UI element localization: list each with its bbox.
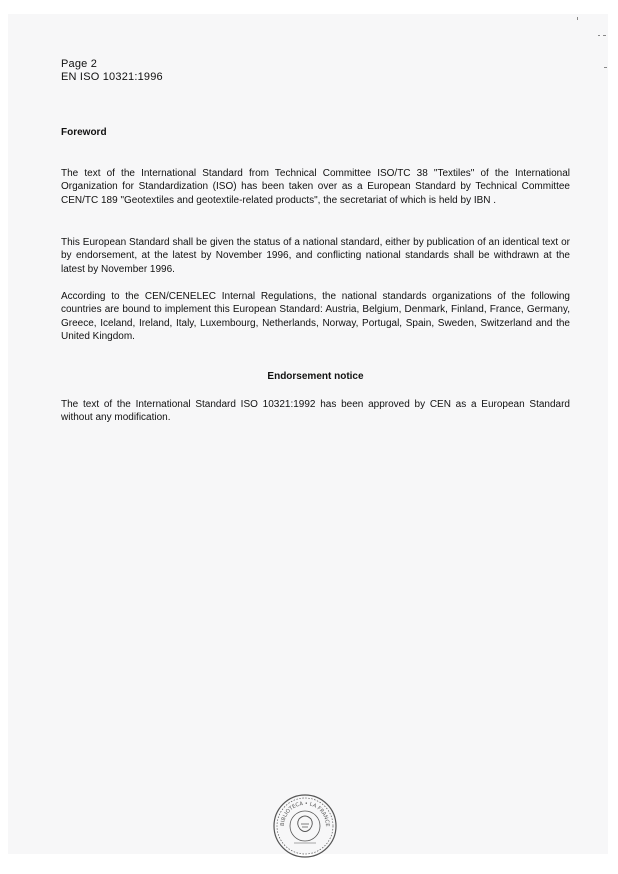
foreword-paragraph: The text of the International Standard from Technical Committee ISO/TC 38 "Textiles" of the International Organization for Standardization (ISO) has been taken over as a European Standard by Technical Committee CEN/TC 189 "Geotextiles and geotextile-related products", the secretariat of which is held by IBN .	[61, 168, 570, 206]
scan-speck	[598, 35, 600, 36]
standard-number: EN ISO 10321:1996	[61, 71, 163, 83]
foreword-paragraph: According to the CEN/CENELEC Internal Regulations, the national standards organizations of the following countries are bound to implement this European Standard: Austria, Belgium, Denmark, Finland, France, Germany, Greece, Iceland, Ireland, Italy, Luxembourg, Netherlands, Norway, Portugal, Spain, Sweden, Switzerland and the United Kingdom.	[61, 291, 570, 343]
foreword-heading: Foreword	[61, 127, 107, 138]
scan-speck	[604, 67, 607, 68]
endorsement-paragraph: The text of the International Standard ISO 10321:1992 has been approved by CEN as a European Standard without any modification.	[61, 399, 570, 424]
page-number: Page 2	[61, 58, 98, 70]
scanned-page-area	[8, 14, 608, 854]
seal-inscription: BIBLIOTECA • LA FRANCE	[279, 800, 331, 827]
foreword-paragraph: This European Standard shall be given the status of a national standard, either by publication of an identical text or by endorsement, at the latest by November 1996, and conflicting national standards shall be withdrawn at the latest by November 1996.	[61, 237, 570, 275]
endorsement-heading: Endorsement notice	[267, 371, 364, 382]
scan-speck	[577, 17, 578, 20]
library-seal-icon	[272, 793, 338, 859]
scan-speck	[603, 35, 606, 36]
